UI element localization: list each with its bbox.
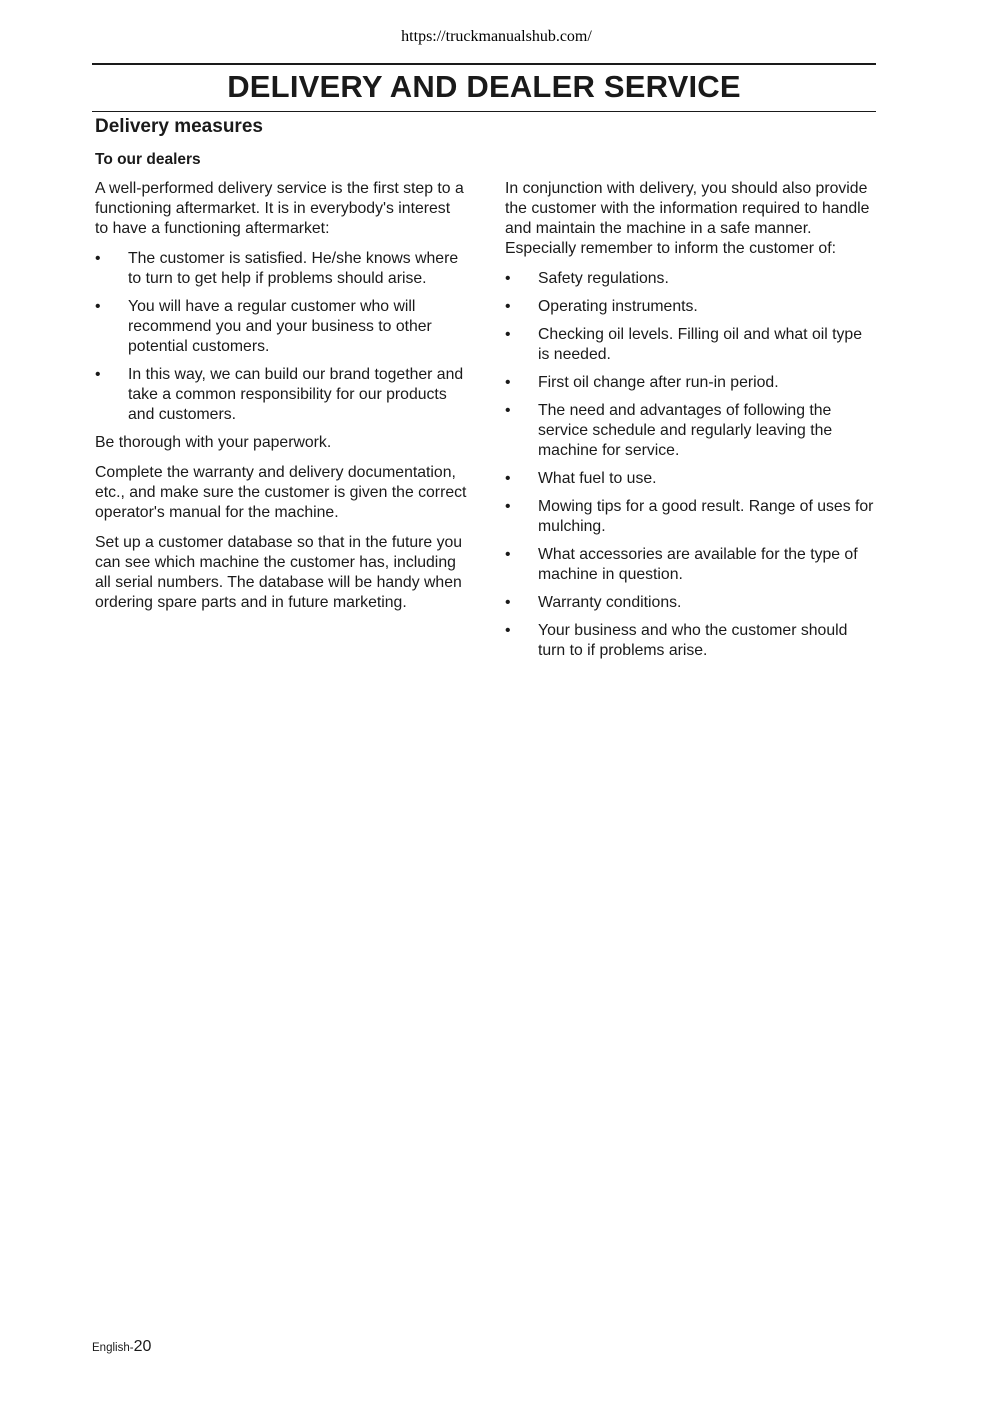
- page-footer: [92, 1338, 151, 1356]
- right-intro-paragraph: In conjunction with delivery, you should also provide the customer with the information required to handle and maintain the machine in a safe manner. Especially remember to inform the customer of:: [505, 180, 870, 257]
- list-item-text: The customer is satisfied. He/she knows where to turn to get help if problems should arise.: [128, 250, 459, 287]
- bullet-icon: •: [505, 270, 511, 287]
- list-item-text: The need and advantages of following the service schedule and regularly leaving the machine for service.: [538, 402, 833, 459]
- list-item: [505, 325, 877, 365]
- list-item: [505, 545, 877, 585]
- bullet-icon: •: [505, 402, 511, 419]
- list-item: [95, 297, 467, 357]
- list-item: [505, 269, 877, 289]
- documentation-paragraph: Complete the warranty and delivery documentation, etc., and make sure the customer is given the correct operator's manual for the machine.: [95, 464, 467, 521]
- list-item: [505, 401, 877, 461]
- bullet-icon: •: [505, 298, 511, 315]
- list-item: [95, 365, 467, 425]
- left-intro-paragraph: A well-performed delivery service is the first step to a functioning aftermarket. It is in everybody's interest to have a functioning aftermarket:: [95, 180, 464, 237]
- list-item: [505, 469, 877, 489]
- bullet-icon: •: [505, 594, 511, 611]
- database-paragraph: Set up a customer database so that in the future you can see which machine the customer has, including all serial numbers. The database will be handy when ordering spare parts and in future marketing.: [95, 534, 463, 611]
- list-item-text: Mowing tips for a good result. Range of uses for mulching.: [538, 498, 874, 535]
- list-item-text: First oil change after run-in period.: [538, 374, 779, 391]
- page-title: DELIVERY AND DEALER SERVICE: [227, 69, 741, 104]
- subsection-title: To our dealers: [95, 151, 201, 168]
- list-item-text: In this way, we can build our brand together and take a common responsibility for our products and customers.: [128, 366, 464, 423]
- list-item-text: Operating instruments.: [538, 298, 698, 315]
- bullet-icon: •: [505, 622, 511, 639]
- list-item: [505, 593, 877, 613]
- bullet-icon: •: [505, 374, 511, 391]
- list-item: [505, 621, 877, 661]
- paperwork-paragraph: Be thorough with your paperwork.: [95, 434, 332, 451]
- bullet-icon: •: [505, 546, 511, 563]
- right-bullet-list: [505, 269, 877, 661]
- page-number: 20: [133, 1338, 152, 1355]
- right-column: [505, 179, 877, 669]
- bullet-icon: •: [505, 326, 511, 343]
- left-bullet-list: [95, 249, 467, 425]
- list-item: [95, 249, 467, 289]
- bullet-icon: •: [95, 250, 101, 267]
- title-top-rule: [92, 63, 876, 65]
- list-item: [505, 297, 877, 317]
- list-item: [505, 373, 877, 393]
- left-column: [95, 179, 467, 623]
- bullet-icon: •: [95, 366, 101, 383]
- bullet-icon: •: [95, 298, 101, 315]
- list-item: [505, 497, 877, 537]
- bullet-icon: •: [505, 470, 511, 487]
- list-item-text: What fuel to use.: [538, 470, 657, 487]
- list-item-text: Warranty conditions.: [538, 594, 682, 611]
- list-item-text: What accessories are available for the type of machine in question.: [538, 546, 858, 583]
- list-item-text: Your business and who the customer should turn to if problems arise.: [538, 622, 848, 659]
- footer-language: English-: [92, 1342, 134, 1354]
- list-item-text: Safety regulations.: [538, 270, 669, 287]
- section-title: Delivery measures: [95, 116, 263, 137]
- source-url: https://truckmanualshub.com/: [401, 28, 592, 45]
- title-bottom-rule: [92, 111, 876, 112]
- list-item-text: Checking oil levels. Filling oil and what oil type is needed.: [538, 326, 862, 363]
- bullet-icon: •: [505, 498, 511, 515]
- list-item-text: You will have a regular customer who will recommend you and your business to other potential customers.: [128, 298, 432, 355]
